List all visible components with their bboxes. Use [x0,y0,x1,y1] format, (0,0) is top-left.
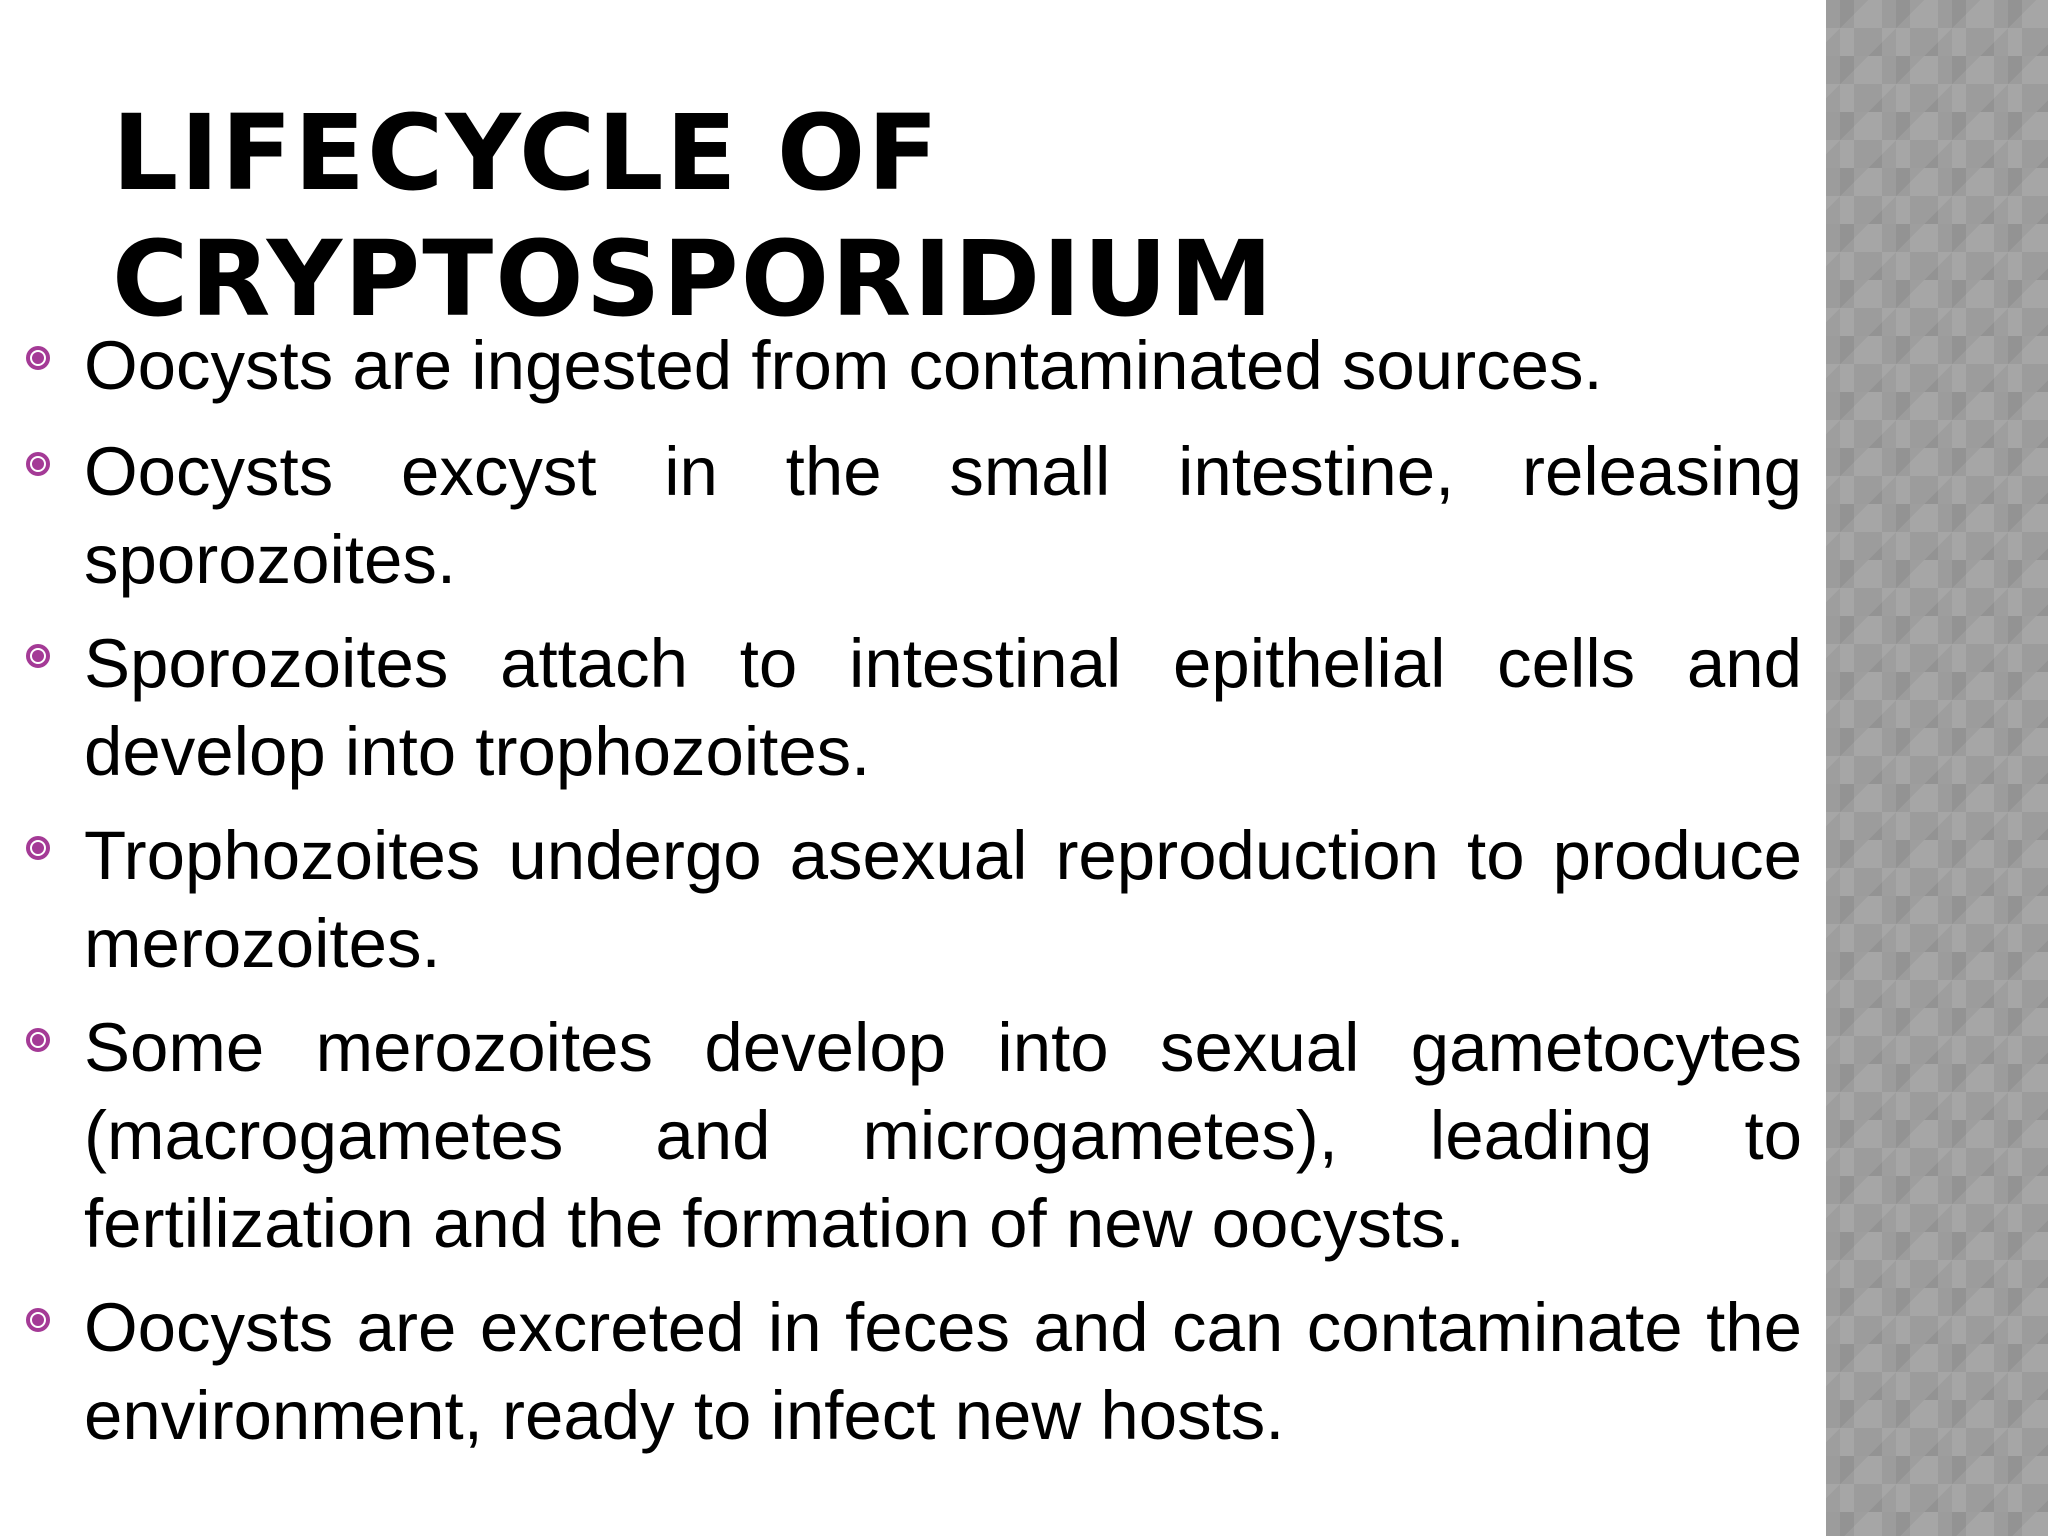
circle-dot-icon [22,812,84,902]
circle-dot-icon [22,1004,84,1094]
bullet-text: Sporozoites attach to intestinal epithelial cells and develop into trophozoites. [84,625,1802,790]
bullet-item [22,620,1802,796]
circle-dot-icon [22,620,84,710]
circle-dot-icon [22,322,84,412]
slide-title: LIFECYCLE OF CRYPTOSPORIDIUM [112,92,1275,340]
bullet-text: Oocysts are ingested from contaminated sources. [84,327,1603,404]
bullet-item [22,812,1802,988]
bullet-text: Oocysts excyst in the small intestine, releasing sporozoites. [84,433,1802,598]
bullet-text: Some merozoites develop into sexual gametocytes (macrogametes and microgametes), leading to fertilization and the formation of new oocysts. [84,1009,1802,1262]
bullet-item [22,1284,1802,1460]
circle-dot-icon [22,428,84,518]
circle-dot-icon [22,1284,84,1374]
bullet-list [22,322,1802,1476]
decorative-side-band [1826,0,2048,1536]
bullet-item [22,1004,1802,1268]
bullet-item [22,428,1802,604]
bullet-text: Oocysts are excreted in feces and can contaminate the environment, ready to infect new hosts. [84,1289,1802,1454]
bullet-item [22,322,1802,412]
bullet-text: Trophozoites undergo asexual reproduction to produce merozoites. [84,817,1802,982]
